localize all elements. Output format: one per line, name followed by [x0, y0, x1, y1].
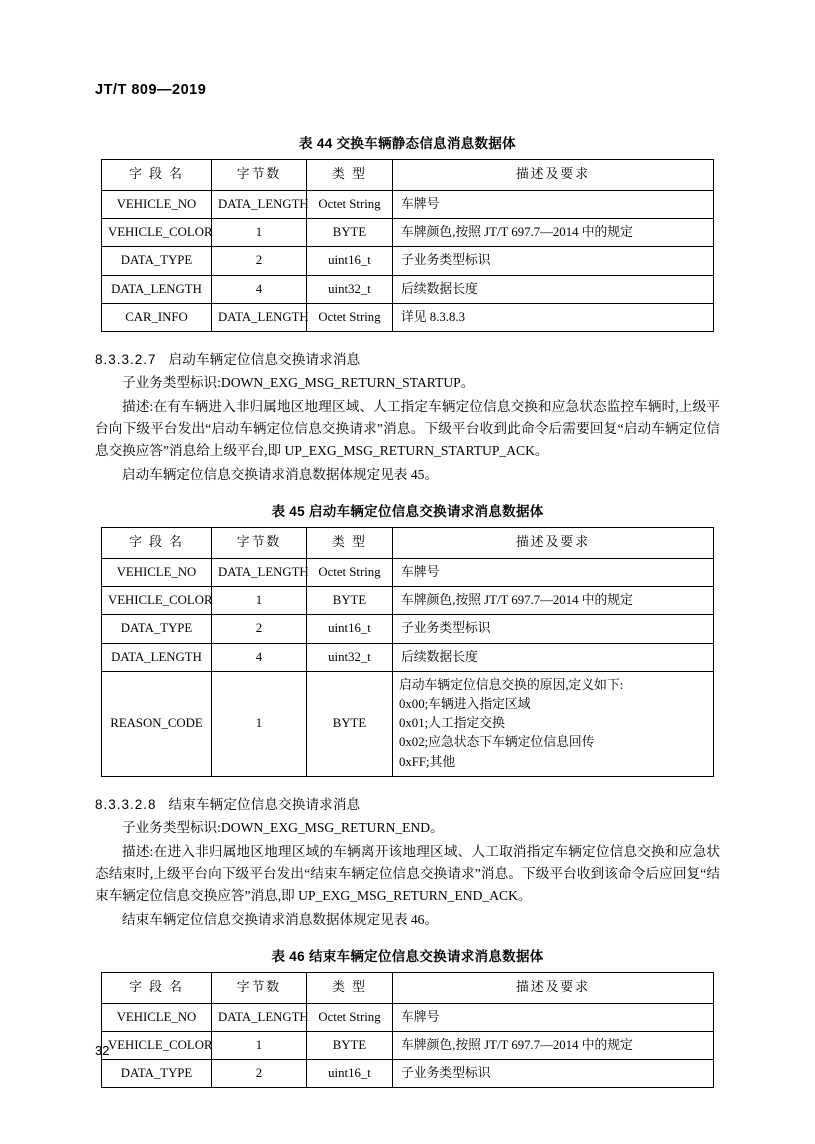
cell-desc: 详见 8.3.8.3 — [393, 303, 714, 331]
page-header: JT/T 809—2019 — [95, 82, 207, 98]
paragraph-description: 描述:在有车辆进入非归属地区地理区域、人工指定车辆定位信息交换和应急状态监控车辆时,上级平台向下级平台发出“启动车辆定位信息交换请求”消息。下级平台收到此命令后需要回复“启动车辆定位信息交换应答”消息给上级平台,即 UP_EXG_MSG_RETURN_STARTUP_ACK。 — [95, 398, 721, 458]
cell-field: VEHICLE_NO — [102, 559, 212, 587]
cell-desc: 车牌号 — [393, 559, 714, 587]
cell-field: DATA_TYPE — [102, 247, 212, 275]
table-row — [102, 559, 714, 587]
cell-desc: 车牌颜色,按照 JT/T 697.7—2014 中的规定 — [393, 1031, 714, 1059]
cell-bytes: 1 — [212, 1031, 307, 1059]
section-number: 8.3.3.2.7 — [95, 351, 157, 367]
column-header-field: 字 段 名 — [102, 160, 212, 191]
section-number: 8.3.3.2.8 — [95, 796, 157, 812]
cell-type: BYTE — [307, 1031, 393, 1059]
cell-type: BYTE — [307, 587, 393, 615]
cell-field: DATA_LENGTH — [102, 643, 212, 671]
table-row — [102, 1003, 714, 1031]
section-heading-8-3-3-2-7 — [95, 348, 720, 368]
page-number: 32 — [95, 1043, 110, 1058]
cell-type: uint16_t — [307, 1060, 393, 1088]
table-row — [102, 275, 714, 303]
table-row — [102, 587, 714, 615]
table-46-caption: 表 46 结束车辆定位信息交换请求消息数据体 — [271, 948, 544, 964]
section-title-text: 结束车辆定位信息交换请求消息 — [168, 796, 361, 812]
cell-field: VEHICLE_COLOR — [102, 587, 212, 615]
cell-desc — [393, 671, 714, 776]
cell-type: uint16_t — [307, 615, 393, 643]
table-44 — [101, 159, 714, 332]
cell-bytes: 2 — [212, 247, 307, 275]
reason-line: 0xFF;其他 — [399, 754, 456, 769]
cell-field: CAR_INFO — [102, 303, 212, 331]
page-content — [95, 118, 720, 1088]
cell-bytes: DATA_LENGTH — [212, 559, 307, 587]
cell-type: Octet String — [307, 1003, 393, 1031]
table-44-caption: 表 44 交换车辆静态信息消息数据体 — [299, 136, 516, 151]
column-header-desc: 描述及要求 — [393, 972, 714, 1003]
cell-desc: 车牌号 — [393, 191, 714, 219]
paragraph-subtype-id: 子业务类型标识:DOWN_EXG_MSG_RETURN_STARTUP。 — [122, 374, 475, 390]
reason-line: 0x02;应急状态下车辆定位信息回传 — [399, 735, 595, 750]
column-header-type: 类 型 — [307, 528, 393, 559]
section-heading-8-3-3-2-8 — [95, 793, 720, 813]
table-row — [102, 303, 714, 331]
table-row — [102, 1060, 714, 1088]
cell-desc: 车牌颜色,按照 JT/T 697.7—2014 中的规定 — [393, 219, 714, 247]
table-row — [102, 1031, 714, 1059]
cell-desc: 子业务类型标识 — [393, 615, 714, 643]
reason-line: 启动车辆定位信息交换的原因,定义如下: — [399, 677, 624, 692]
table-row — [102, 191, 714, 219]
cell-field: VEHICLE_NO — [102, 1003, 212, 1031]
table-46 — [101, 972, 714, 1089]
cell-desc: 后续数据长度 — [393, 643, 714, 671]
table-row — [102, 643, 714, 671]
column-header-desc: 描述及要求 — [393, 160, 714, 191]
table-row — [102, 615, 714, 643]
section-title-text: 启动车辆定位信息交换请求消息 — [168, 351, 361, 367]
cell-type: BYTE — [307, 219, 393, 247]
cell-bytes: 4 — [212, 275, 307, 303]
cell-type: uint32_t — [307, 643, 393, 671]
cell-type: uint16_t — [307, 247, 393, 275]
table-header-row — [102, 528, 714, 559]
reason-line: 0x00;车辆进入指定区域 — [399, 696, 531, 711]
cell-type: uint32_t — [307, 275, 393, 303]
column-header-field: 字 段 名 — [102, 972, 212, 1003]
column-header-bytes: 字节数 — [212, 160, 307, 191]
cell-field: VEHICLE_NO — [102, 191, 212, 219]
cell-field: VEHICLE_COLOR — [102, 219, 212, 247]
cell-bytes: 1 — [212, 671, 307, 776]
cell-field: DATA_LENGTH — [102, 275, 212, 303]
table-45 — [101, 527, 714, 777]
cell-type: BYTE — [307, 671, 393, 776]
table-row — [102, 247, 714, 275]
table-row — [102, 219, 714, 247]
cell-desc: 车牌号 — [393, 1003, 714, 1031]
table-45-caption: 表 45 启动车辆定位信息交换请求消息数据体 — [271, 504, 544, 520]
table-header-row — [102, 160, 714, 191]
cell-field: REASON_CODE — [102, 671, 212, 776]
paragraph-table-ref: 启动车辆定位信息交换请求消息数据体规定见表 45。 — [122, 467, 439, 482]
cell-field: DATA_TYPE — [102, 1060, 212, 1088]
cell-desc: 子业务类型标识 — [393, 1060, 714, 1088]
column-header-bytes: 字节数 — [212, 972, 307, 1003]
paragraph-subtype-id: 子业务类型标识:DOWN_EXG_MSG_RETURN_END。 — [122, 819, 444, 835]
paragraph-table-ref: 结束车辆定位信息交换请求消息数据体规定见表 46。 — [122, 911, 439, 927]
column-header-type: 类 型 — [307, 972, 393, 1003]
cell-type: Octet String — [307, 559, 393, 587]
cell-bytes: 4 — [212, 643, 307, 671]
cell-bytes: DATA_LENGTH — [212, 1003, 307, 1031]
cell-field: DATA_TYPE — [102, 615, 212, 643]
column-header-desc: 描述及要求 — [393, 528, 714, 559]
cell-bytes: 2 — [212, 615, 307, 643]
reason-line: 0x01;人工指定交换 — [399, 716, 505, 731]
cell-field: VEHICLE_COLOR — [102, 1031, 212, 1059]
column-header-bytes: 字节数 — [212, 528, 307, 559]
table-header-row — [102, 972, 714, 1003]
cell-bytes: 1 — [212, 219, 307, 247]
cell-desc: 车牌颜色,按照 JT/T 697.7—2014 中的规定 — [393, 587, 714, 615]
cell-type: Octet String — [307, 191, 393, 219]
cell-bytes: 1 — [212, 587, 307, 615]
cell-desc: 后续数据长度 — [393, 275, 714, 303]
cell-type: Octet String — [307, 303, 393, 331]
cell-bytes: DATA_LENGTH — [212, 303, 307, 331]
cell-bytes: DATA_LENGTH — [212, 191, 307, 219]
paragraph-description: 描述:在进入非归属地区地理区域的车辆离开该地理区域、人工取消指定车辆定位信息交换和应急状态结束时,上级平台向下级平台发出“结束车辆定位信息交换请求”消息。下级平台收到该命令后应回复“结束车辆定位信息交换应答”消息,即 UP_EXG_MSG_RETURN_END_ACK。 — [95, 843, 720, 903]
table-row-reason-code — [102, 671, 714, 776]
column-header-type: 类 型 — [307, 160, 393, 191]
cell-desc: 子业务类型标识 — [393, 247, 714, 275]
cell-bytes: 2 — [212, 1060, 307, 1088]
column-header-field: 字 段 名 — [102, 528, 212, 559]
